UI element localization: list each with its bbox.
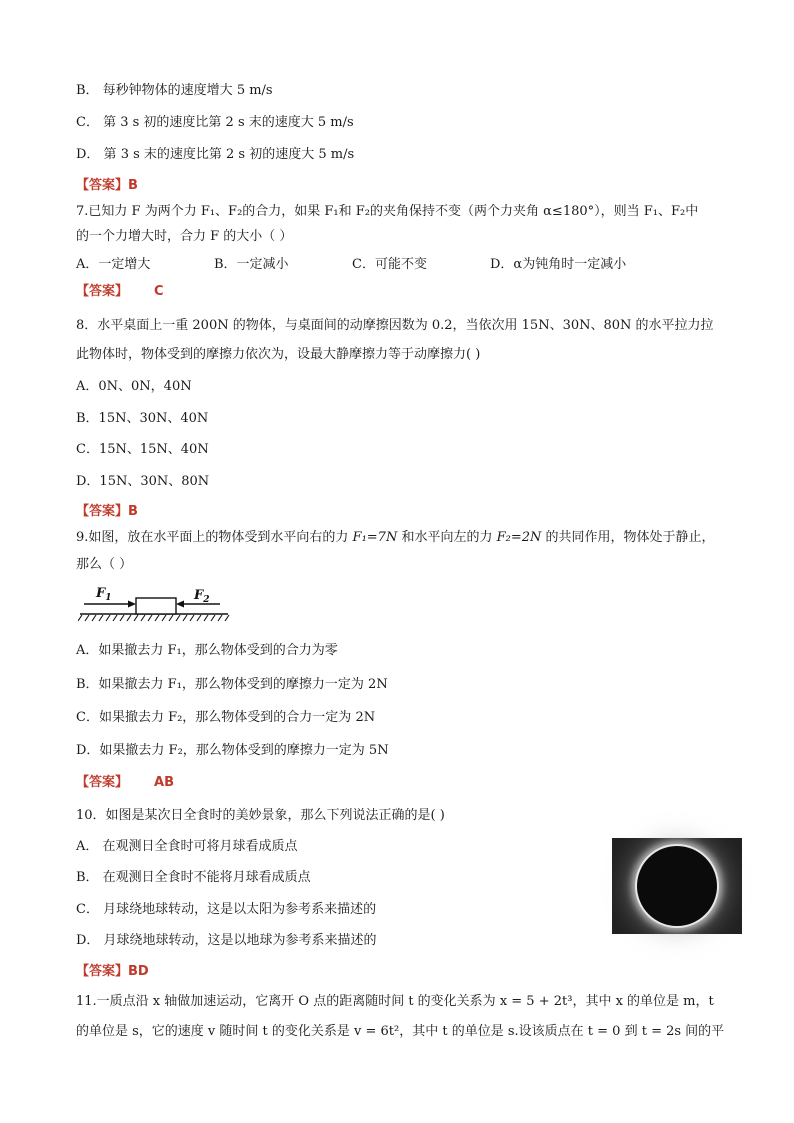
- q8-stem-line-1: 8．水平桌面上一重 200N 的物体，与桌面间的动摩擦因数为 0.2，当依次用 15N、30N、80N 的水平拉力拉: [76, 318, 714, 333]
- q9-force-diagram: [78, 584, 236, 626]
- q9-f2-equation: F₂=2N: [496, 530, 542, 545]
- q11-stem-line-1: 11.一质点沿 x 轴做加速运动，它离开 O 点的距离随时间 t 的变化关系为 x = 5 + 2t³，其中 x 的单位是 m，t: [76, 994, 714, 1009]
- q10-option-a: A． 在观测日全食时可将月球看成质点: [76, 839, 298, 854]
- q8-stem-line-2: 此物体时，物体受到的摩擦力依次为，设最大静摩擦力等于动摩擦力( ): [76, 347, 481, 362]
- q8-option-d: D．15N、30N、80N: [76, 474, 210, 489]
- ground-hatching: [78, 614, 229, 621]
- q8-option-b: B．15N、30N、40N: [76, 411, 209, 426]
- q9-option-d: D．如果撤去力 F₂，那么物体受到的摩擦力一定为 5N: [76, 743, 389, 758]
- answer-value: C: [154, 284, 164, 299]
- q10-option-d: D． 月球绕地球转动，这是以地球为参考系来描述的: [76, 933, 377, 948]
- answer-value: AB: [154, 775, 174, 790]
- q8-option-c: C．15N、15N、40N: [76, 442, 209, 457]
- answer-value: BD: [128, 964, 149, 979]
- q9-stem-text-2: 和水平向左的力: [397, 530, 497, 545]
- answer-value: B: [128, 504, 138, 519]
- q9-stem-text-3: 的共同作用，物体处于静止，: [541, 530, 715, 545]
- q10-stem: 10．如图是某次日全食时的美妙景象，那么下列说法正确的是( ): [76, 808, 445, 823]
- q7-stem-line-2: 的一个力增大时，合力 F 的大小（ ）: [76, 229, 293, 244]
- eclipse-moon-disc: [637, 846, 717, 926]
- q9-stem-line-2: 那么（ ）: [76, 557, 133, 572]
- q9-option-c: C．如果撤去力 F₂，那么物体受到的合力一定为 2N: [76, 710, 376, 725]
- q7-option-b: B．一定减小: [214, 257, 289, 272]
- q6-option-c: C． 第 3 s 初的速度比第 2 s 末的速度大 5 m/s: [76, 115, 354, 130]
- q9-answer: [76, 773, 174, 793]
- answer-label: 【答案】: [76, 775, 129, 790]
- block: [136, 598, 176, 614]
- q9-option-b: B．如果撤去力 F₁，那么物体受到的摩擦力一定为 2N: [76, 677, 388, 692]
- q9-stem-text-1: 9.如图，放在水平面上的物体受到水平向右的力: [76, 530, 353, 545]
- q11-stem-line-2: 的单位是 s，它的速度 v 随时间 t 的变化关系是 v = 6t²，其中 t 的单位是 s.设该质点在 t = 0 到 t = 2s 间的平: [76, 1024, 725, 1039]
- answer-label: 【答案】: [76, 284, 129, 299]
- q10-option-c: C． 月球绕地球转动，这是以太阳为参考系来描述的: [76, 902, 377, 917]
- q7-option-c: C．可能不变: [352, 257, 427, 272]
- q6-option-b: B． 每秒钟物体的速度增大 5 m/s: [76, 83, 273, 98]
- q8-option-a: A．0N、0N，40N: [76, 379, 192, 394]
- answer-label: 【答案】: [76, 964, 129, 979]
- q7-answer: [76, 282, 164, 302]
- q10-answer: [76, 962, 149, 982]
- q7-option-a: A．一定增大: [76, 257, 151, 272]
- q9-f1-equation: F₁=7N: [352, 530, 398, 545]
- q9-stem-line-1: [76, 528, 715, 548]
- q7-stem-line-1: 7.已知力 F 为两个力 F₁、F₂的合力，如果 F₁和 F₂的夹角保持不变（两个力夹角 α≤180°），则当 F₁、F₂中: [76, 204, 699, 219]
- q6-option-d: D． 第 3 s 末的速度比第 2 s 初的速度大 5 m/s: [76, 147, 355, 162]
- answer-value: B: [128, 178, 138, 193]
- q9-option-a: A．如果撤去力 F₁，那么物体受到的合力为零: [76, 643, 338, 658]
- answer-label: 【答案】: [76, 178, 129, 193]
- solar-eclipse-photo: [612, 838, 742, 934]
- q7-option-d: D．α为钝角时一定减小: [490, 257, 627, 272]
- q8-answer: [76, 502, 138, 522]
- q10-option-b: B． 在观测日全食时不能将月球看成质点: [76, 870, 311, 885]
- f1-label: $F_1$: [96, 586, 112, 603]
- answer-label: 【答案】: [76, 504, 129, 519]
- q6-answer: [76, 176, 138, 196]
- f2-label: $F_2$: [194, 588, 210, 605]
